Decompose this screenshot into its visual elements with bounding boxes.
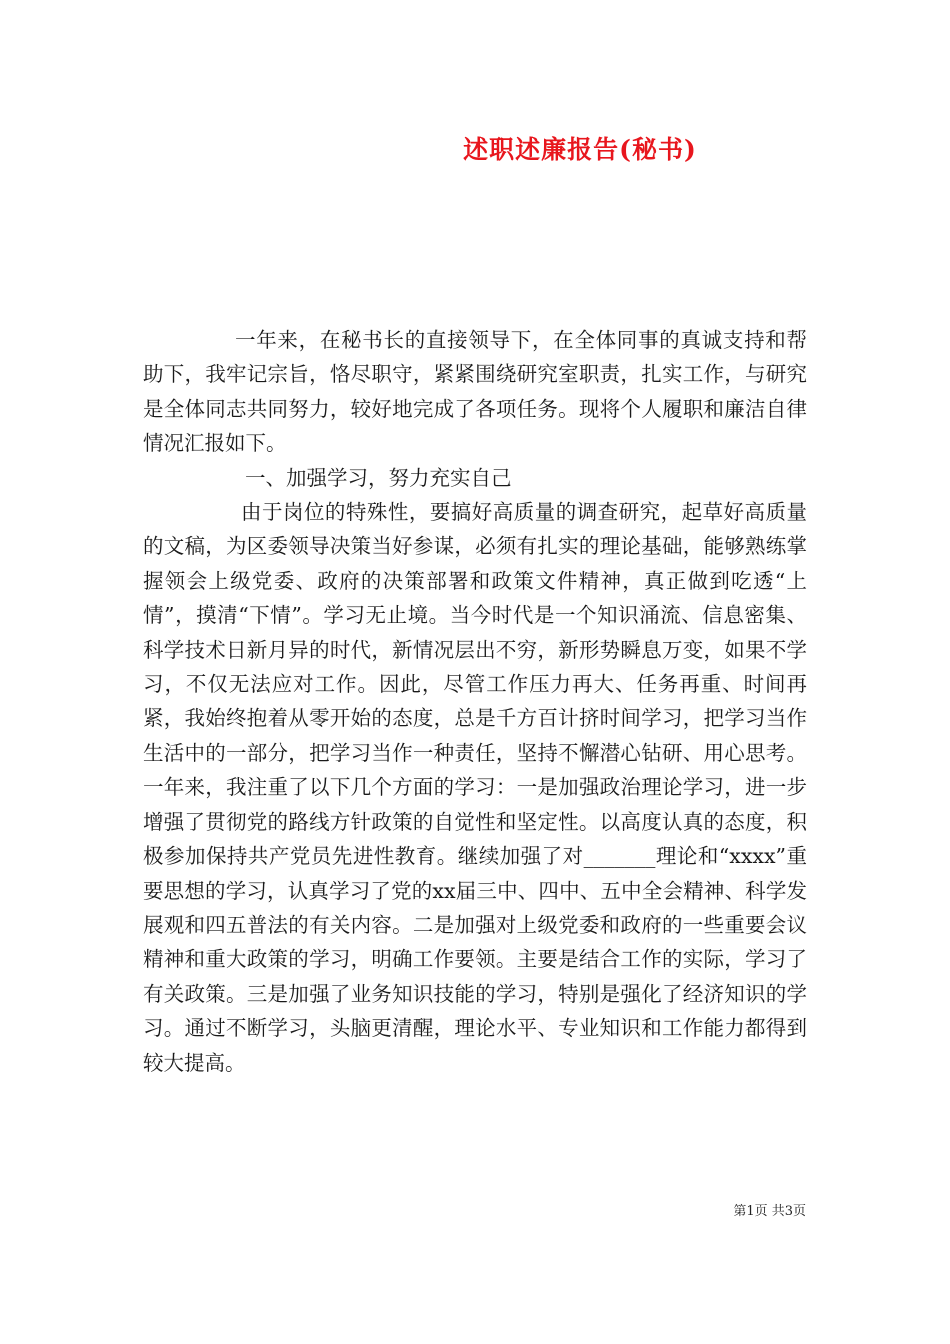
intro-paragraph: 一年来，在秘书长的直接领导下，在全体同事的真诚支持和帮助下，我牢记宗旨，恪尽职守，紧紧围绕研究室职责，扎实工作，与研究是全体同志共同努力，较好地完成了各项任务。现将个人履职和廉洁自律情况汇报如下。 xyxy=(143,328,807,456)
document-body xyxy=(143,323,807,1080)
document-title: 述职述廉报告(秘书) xyxy=(463,135,697,164)
study-paragraph: 由于岗位的特殊性，要搞好高质量的调查研究，起草好高质量的文稿，为区委领导决策当好参谋，必须有扎实的理论基础，能够熟练掌握领会上级党委、政府的决策部署和政策文件精神，真正做到吃透“上情”，摸清“下情”。学习无止境。当今时代是一个知识涌流、信息密集、科学技术日新月异的时代，新情况层出不穷，新形势瞬息万变，如果不学习，不仅无法应对工作。因此，尽管工作压力再大、任务再重、时间再紧，我始终抱着从零开始的态度，总是千方百计挤时间学习，把学习当作生活中的一部分，把学习当作一种责任，坚持不懈潜心钻研、用心思考。一年来，我注重了以下几个方面的学习：一是加强政治理论学习，进一步增强了贯彻党的路线方针政策的自觉性和坚定性。以高度认真的态度，积极参加保持共产党员先进性教育。继续加强了对_______理论和“xxxx”重要思想的学习，认真学习了党的xx届三中、四中、五中全会精神、科学发展观和四五普法的有关内容。二是加强对上级党委和政府的一些重要会议精神和重大政策的学习，明确工作要领。主要是结合工作的实际，学习了有关政策。三是加强了业务知识技能的学习，特别是强化了经济知识的学习。通过不断学习，头脑更清醒，理论水平、专业知识和工作能力都得到较大提高。 xyxy=(143,500,807,1075)
section-heading: 一、加强学习，努力充实自己 xyxy=(245,465,512,490)
page-number-footer: 第1页 共3页 xyxy=(733,1204,806,1219)
